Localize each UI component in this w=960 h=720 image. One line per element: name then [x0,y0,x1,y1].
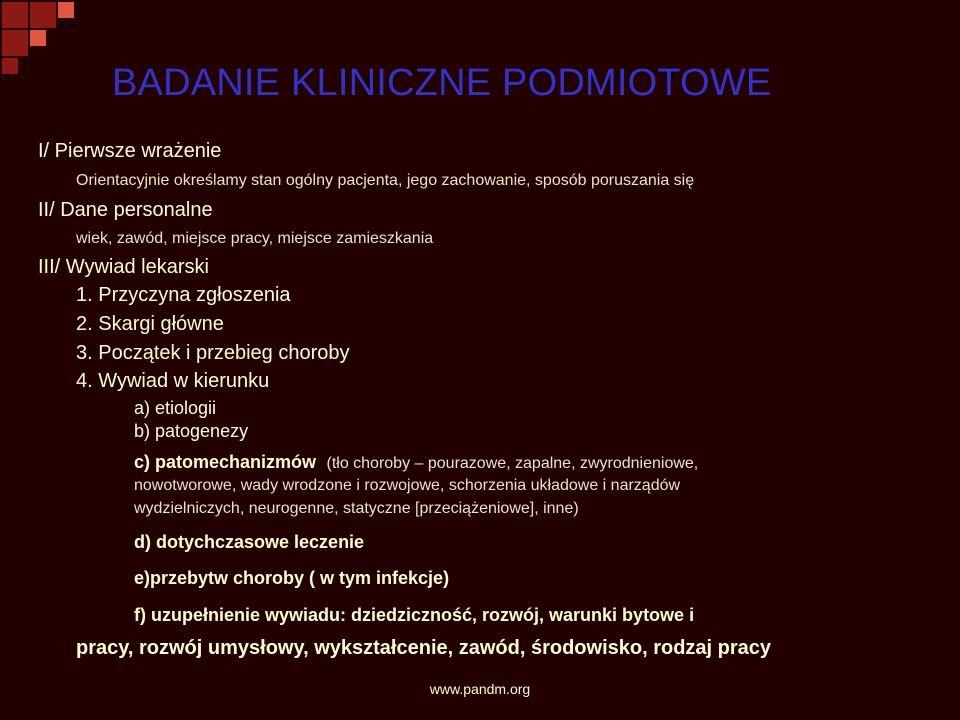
sub-item-c-text: (tło choroby – pourazowe, zapalne, zwyrodnieniowe, [326,455,699,472]
slide-title: BADANIE KLINICZNE PODMIOTOWE [112,62,772,104]
sub-item-c [134,452,698,473]
sub-item-e: e)przebytw choroby ( w tym infekcje) [134,568,450,588]
footer-url: www.pandm.org [429,681,531,697]
decor-square [58,2,74,18]
list-item: 3. Początek i przebieg choroby [76,342,350,364]
sub-item-c-label: c) patomechanizmów [134,452,317,472]
sub-item-a: a) etiologii [134,398,217,418]
sub-item-b: b) patogenezy [134,421,249,441]
list-item: 4. Wywiad w kierunku [76,370,270,392]
section-2-heading: II/ Dane personalne [38,199,213,221]
list-item: 1. Przyczyna zgłoszenia [76,284,291,306]
section-1-text: Orientacyjnie określamy stan ogólny pacjenta, jego zachowanie, sposób poruszania się [76,172,695,189]
section-3-heading: III/ Wywiad lekarski [38,256,209,278]
sub-item-f: f) uzupełnienie wywiadu: dziedziczność, rozwój, warunki bytowe i [134,605,695,625]
decor-square [2,30,28,56]
sub-item-c-text: wydzielniczych, neurogenne, statyczne [przeciążeniowe], inne) [134,500,579,517]
sub-item-d: d) dotychczasowe leczenie [134,532,365,552]
sub-item-c-text: nowotworowe, wady wrodzone i rozwojowe, schorzenia układowe i narządów [134,477,681,494]
decor-square [2,58,18,74]
section-1-heading: I/ Pierwsze wrażenie [38,140,222,162]
decor-square [30,30,46,46]
section-2-text: wiek, zawód, miejsce pracy, miejsce zamieszkania [76,230,434,247]
decor-square [30,2,56,28]
sub-item-f-continuation: pracy, rozwój umysłowy, wykształcenie, zawód, środowisko, rodzaj pracy [76,637,772,659]
decor-square [2,2,28,28]
list-item: 2. Skargi główne [76,313,224,335]
